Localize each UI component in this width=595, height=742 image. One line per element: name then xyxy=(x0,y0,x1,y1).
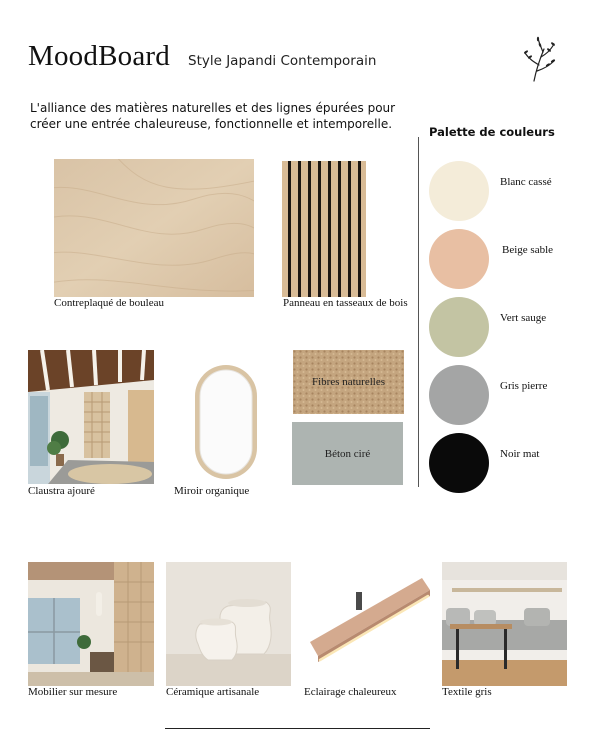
warm-lighting-image xyxy=(304,570,432,674)
footer-rule xyxy=(165,728,430,729)
swatch-vert-sauge xyxy=(429,297,489,357)
intro-text: L'alliance des matières naturelles et des lignes épurées pour créer une entrée chaleureuse, fonctionnelle et intemporelle. xyxy=(30,101,396,131)
wood-slats-image xyxy=(282,161,366,297)
lighting-caption: Eclairage chaleureux xyxy=(304,686,397,698)
swatch-label: Vert sauge xyxy=(500,312,547,324)
swatch-gris-pierre xyxy=(429,365,489,425)
palette-divider xyxy=(418,137,419,487)
branch-icon xyxy=(520,35,560,83)
plywood-texture-image xyxy=(54,159,254,297)
grey-textile-image xyxy=(442,562,567,686)
swatch-beige-sable xyxy=(429,229,489,289)
page-subtitle: Style Japandi Contemporain xyxy=(188,53,377,69)
ceramics-caption: Céramique artisanale xyxy=(166,686,260,698)
slats-caption: Panneau en tasseaux de bois xyxy=(283,297,408,309)
claustra-caption: Claustra ajouré xyxy=(28,485,95,497)
textile-caption: Textile gris xyxy=(442,686,492,698)
swatch-label: Gris pierre xyxy=(500,380,548,392)
organic-mirror-image xyxy=(192,362,260,482)
custom-furniture-image xyxy=(28,562,154,686)
concrete-label: Béton ciré xyxy=(324,448,371,460)
plywood-caption: Contreplaqué de bouleau xyxy=(54,297,164,309)
swatch-blanc-casse xyxy=(429,161,489,221)
swatch-label: Noir mat xyxy=(500,448,540,460)
mirror-caption: Miroir organique xyxy=(174,485,250,497)
swatch-label: Beige sable xyxy=(502,244,554,256)
claustra-interior-image xyxy=(28,350,154,484)
swatch-noir-mat xyxy=(429,433,489,493)
page-title: MoodBoard xyxy=(28,40,170,72)
fibres-label: Fibres naturelles xyxy=(311,376,385,388)
ceramics-image xyxy=(166,562,291,686)
swatch-label: Blanc cassé xyxy=(500,176,552,188)
custom-furniture-caption: Mobilier sur mesure xyxy=(28,686,118,698)
palette-title: Palette de couleurs xyxy=(429,125,555,139)
